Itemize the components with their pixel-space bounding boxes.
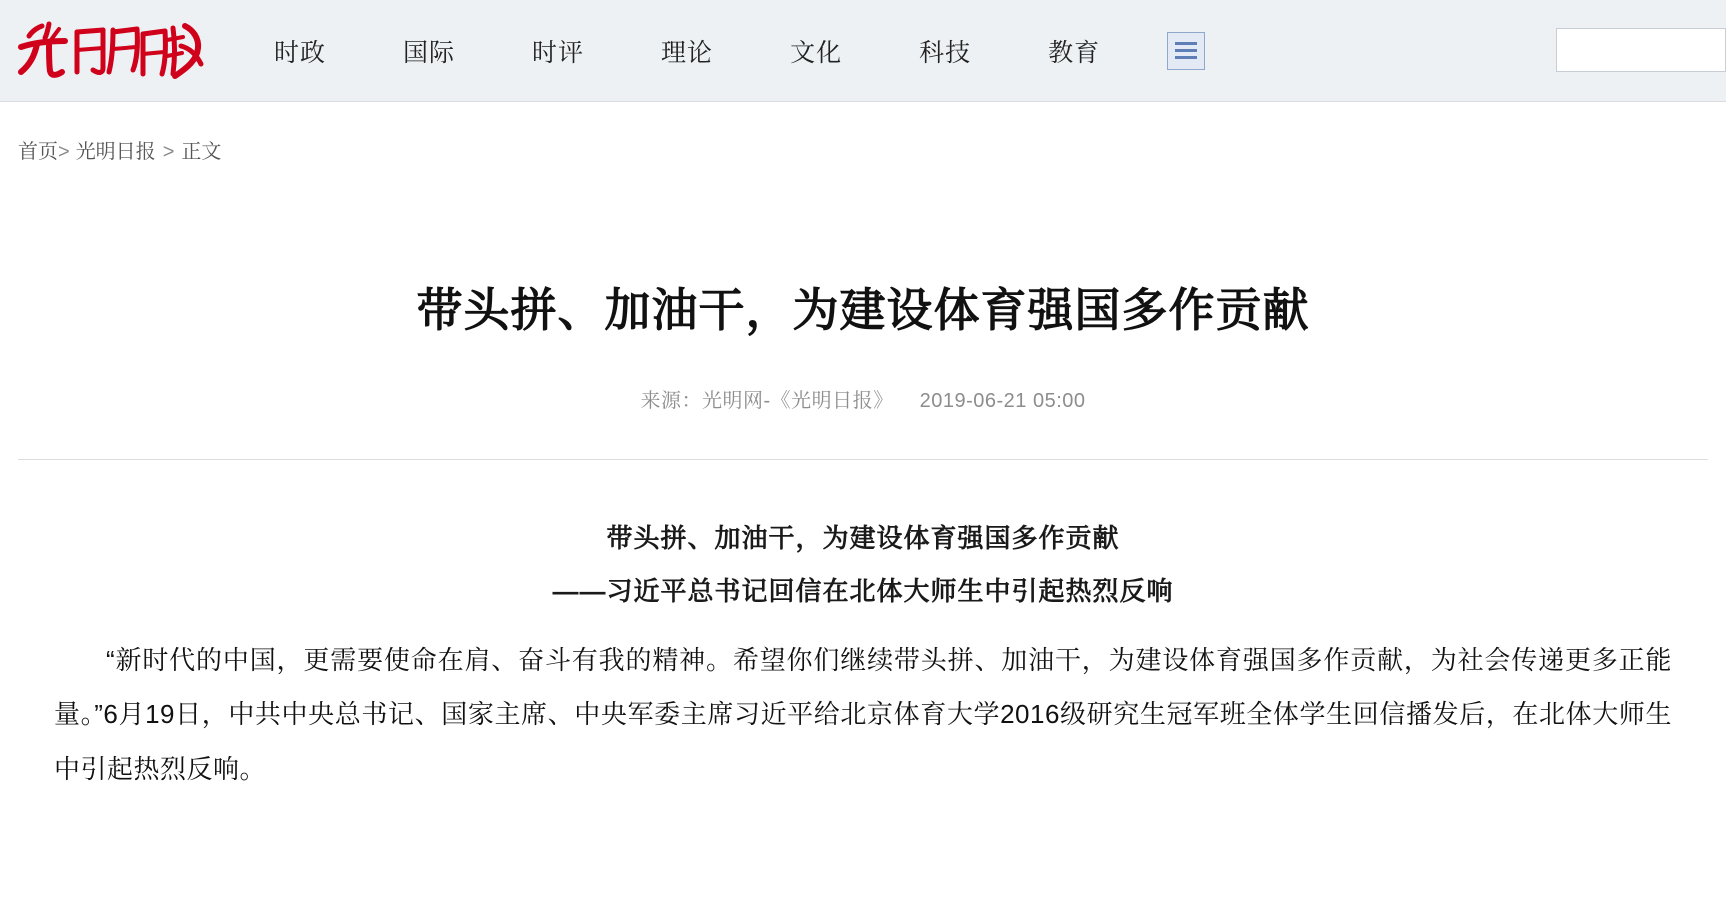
- menu-bar-3: [1175, 56, 1197, 59]
- nav-item-guoji[interactable]: 国际: [403, 38, 456, 67]
- header-divider: [18, 459, 1708, 460]
- menu-bar-1: [1175, 42, 1197, 45]
- list-menu-icon[interactable]: [1167, 32, 1205, 70]
- article-subtitle: 带头拼、加油干，为建设体育强国多作贡献: [606, 522, 1120, 553]
- meta-date: 2019-06-21 05:00: [919, 389, 1086, 412]
- article-subtitle-secondary: ——习近平总书记回信在北体大师生中引起热烈反响: [552, 576, 1174, 607]
- breadcrumb-current: 正文: [181, 141, 222, 163]
- breadcrumb-home[interactable]: 首页: [18, 141, 58, 163]
- article-header: [0, 282, 1726, 460]
- article-body: [0, 520, 1726, 797]
- article-meta: [18, 384, 1708, 413]
- article-paragraph-1: “新时代的中国，更需要使命在肩、奋斗有我的精神。希望你们继续带头拼、加油干，为建设体育强国多作贡献，为社会传递更多正能量。”6月19日，中共中央总书记、国家主席、中央军委主席习近平给北京体育大学2016级研究生冠军班全体学生回信播发后，在北体大师生中引起热烈反响。: [54, 644, 1672, 785]
- site-header: [0, 0, 1726, 102]
- guangming-daily-logo-icon: [15, 16, 205, 86]
- nav-item-jiaoyu[interactable]: 教育: [1048, 38, 1101, 67]
- breadcrumb-separator-1: >: [58, 141, 70, 163]
- nav-item-shizheng[interactable]: 时政: [274, 38, 327, 67]
- meta-source-label: 来源：: [640, 389, 702, 412]
- breadcrumb: [18, 135, 1726, 164]
- nav-item-shiping[interactable]: 时评: [532, 38, 585, 67]
- nav-item-keji[interactable]: 科技: [919, 38, 972, 67]
- page-title: 带头拼、加油干，为建设体育强国多作贡献: [416, 284, 1310, 336]
- site-logo[interactable]: [12, 15, 208, 87]
- menu-bar-2: [1175, 49, 1197, 52]
- main-nav: [264, 27, 1205, 75]
- meta-source: 光明网-《光明日报》: [701, 389, 894, 412]
- breadcrumb-separator-2: >: [162, 141, 175, 163]
- breadcrumb-section[interactable]: 光明日报: [75, 141, 156, 163]
- nav-item-wenhua[interactable]: 文化: [790, 38, 843, 67]
- nav-item-lilun[interactable]: 理论: [661, 38, 714, 67]
- search-input[interactable]: [1556, 28, 1726, 72]
